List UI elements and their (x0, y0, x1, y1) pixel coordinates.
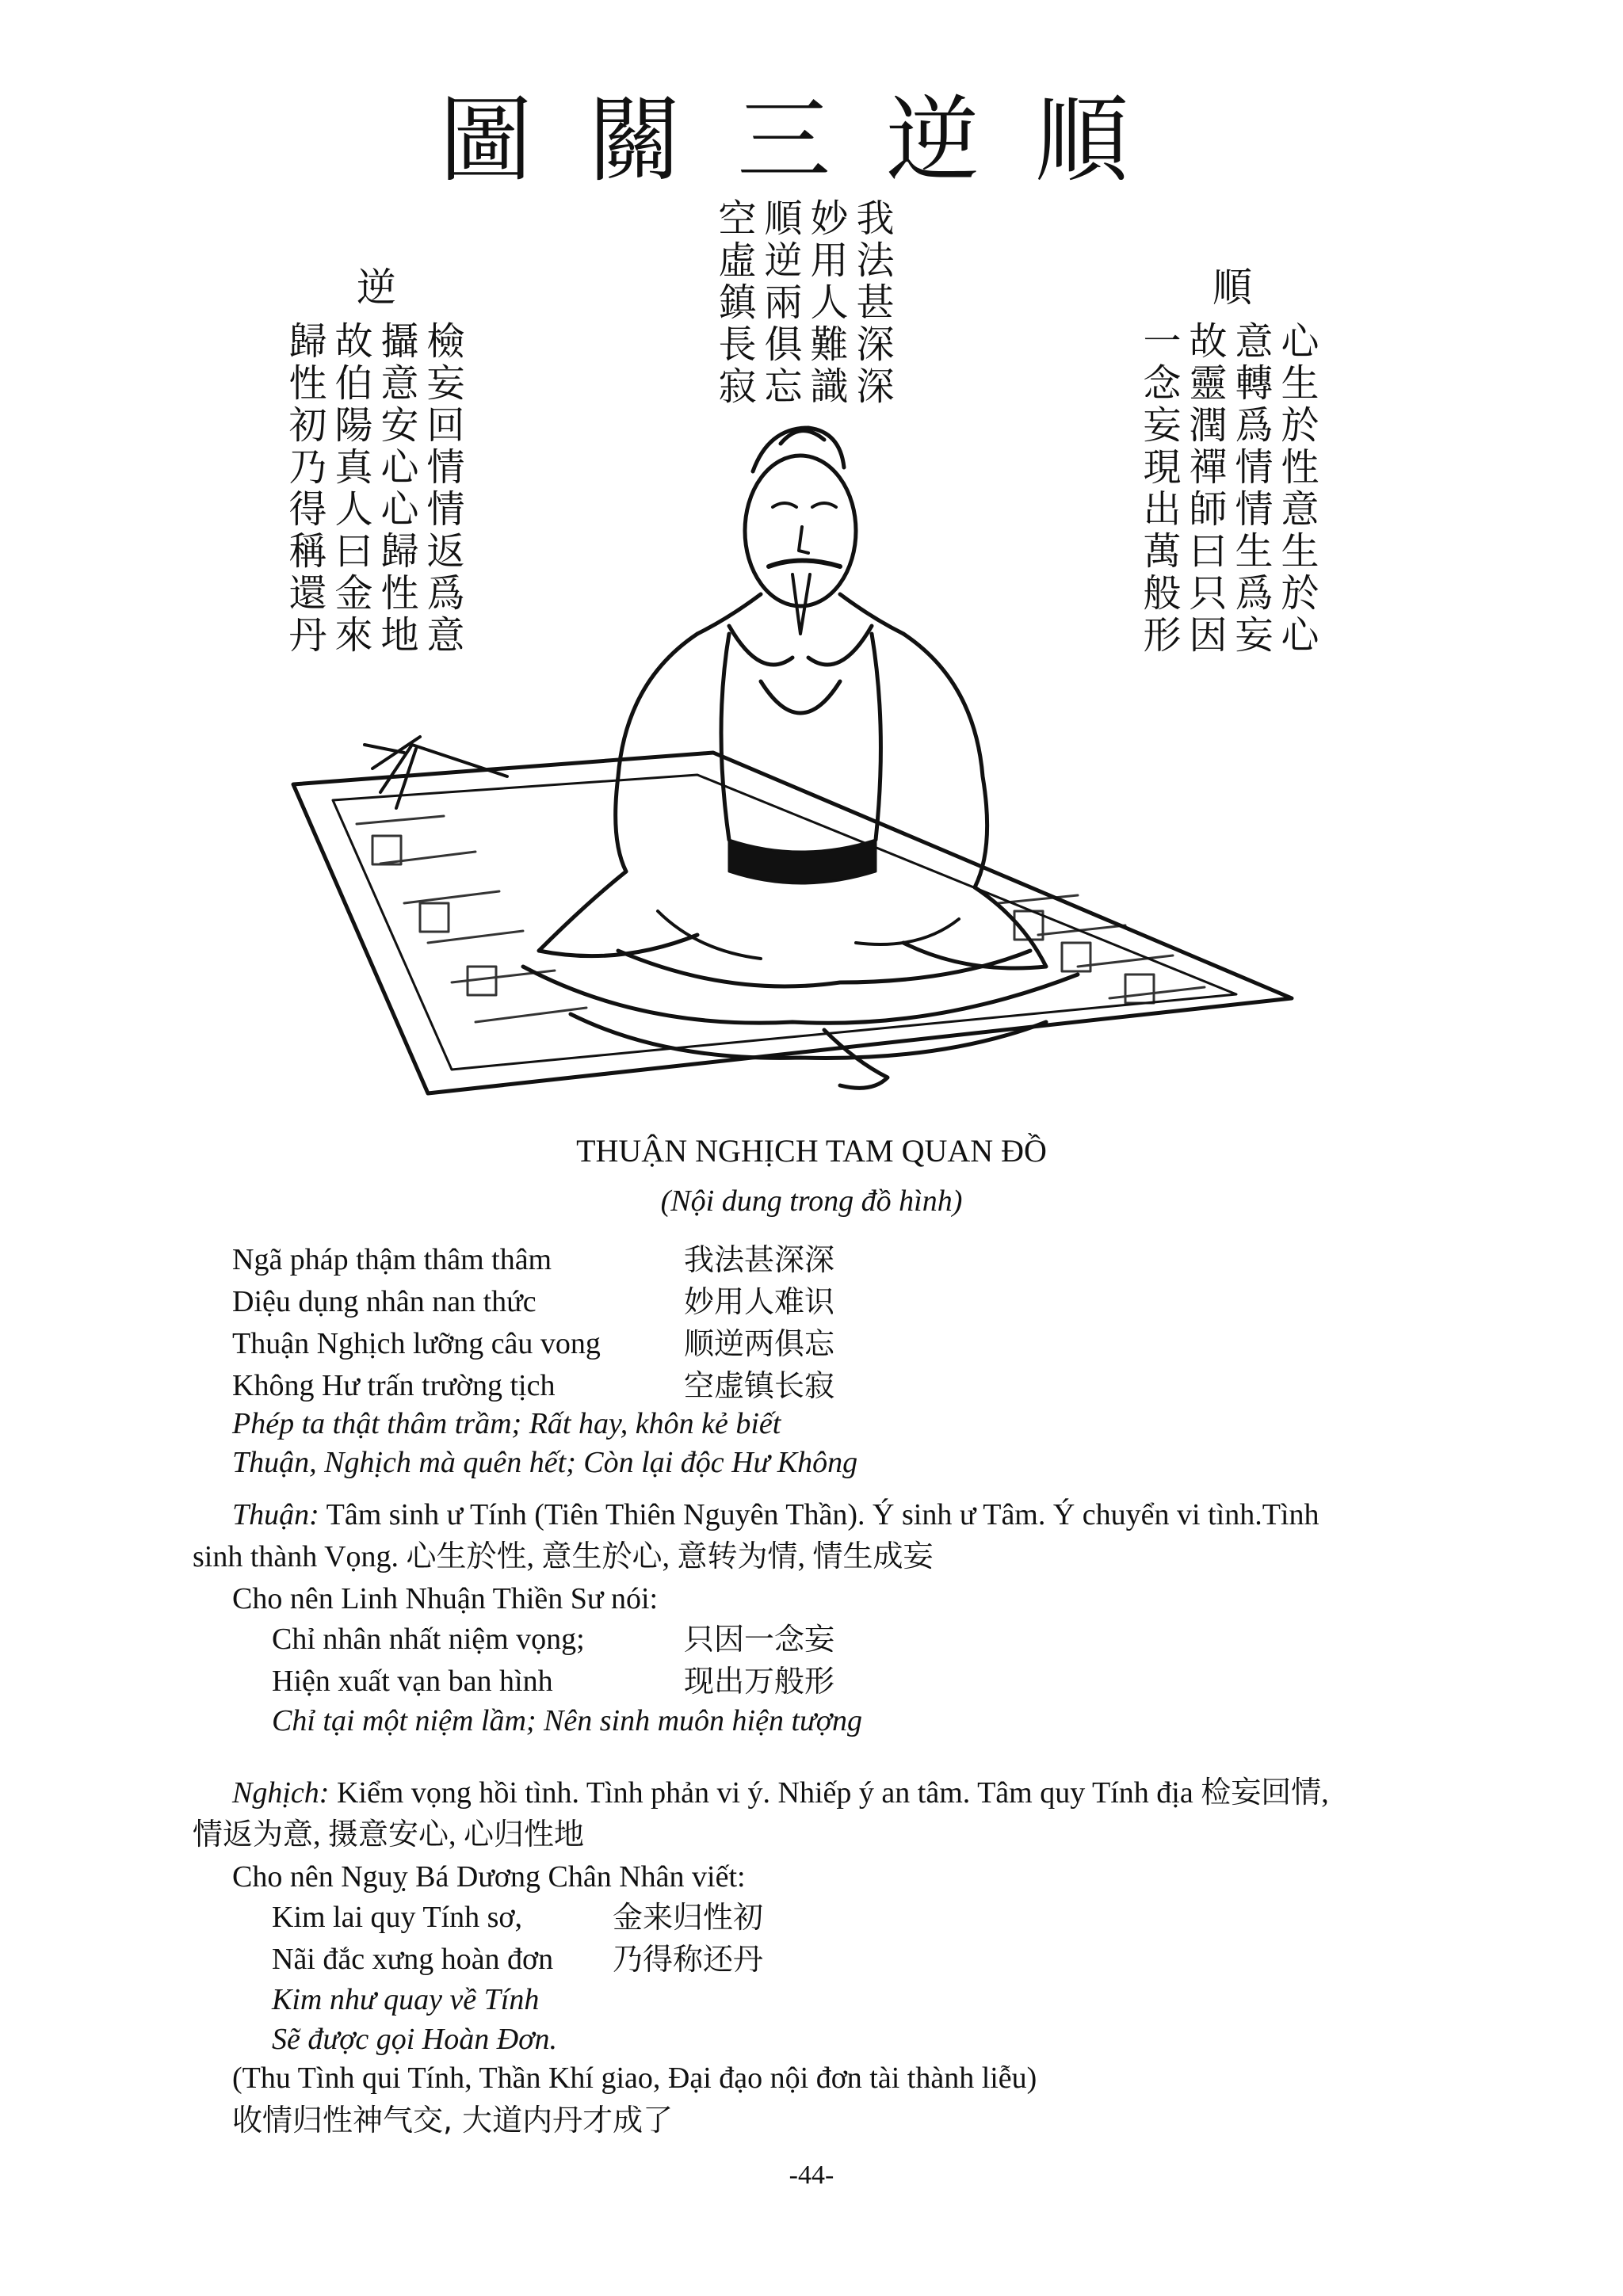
nghich-translation-1: Kim như quay về Tính (272, 1983, 540, 2016)
thuan-paragraph-line-1 (232, 1500, 1319, 1530)
nghich-verse-2-viet: Nãi đắc xưng hoàn đơn (272, 1943, 554, 1976)
verse1-line-3-viet: Thuận Nghịch lưỡng câu vong (232, 1327, 601, 1360)
verse1-line-1-viet: Ngã pháp thậm thâm thâm (232, 1243, 552, 1276)
nghich-paragraph-line-2: 情返为意, 摄意安心, 心归性地 (193, 1818, 585, 1852)
caption-subtitle: (Nội dung trong đồ hình) (660, 1184, 963, 1218)
meditating-sage-illustration (285, 396, 1300, 1125)
thuan-text-1: Tâm sinh ư Tính (Tiên Thiên Nguyên Thần). Ý sinh ư Tâm. Ý chuyển vi tình.Tình (319, 1498, 1319, 1531)
nghich-closing-han: 收情归性神气交, 大道内丹才成了 (232, 2103, 674, 2138)
verse1-line-4-han: 空虚镇长寂 (684, 1368, 835, 1403)
center-poem-col-3: 順逆兩俱忘 (758, 198, 802, 408)
right-col-2: 意轉爲情情生爲妄 (1228, 321, 1273, 657)
right-heading: 順 (1212, 265, 1252, 311)
caption-title: THUẬN NGHỊCH TAM QUAN ĐỒ (576, 1133, 1047, 1169)
verse1-line-4-viet: Không Hư trấn trường tịch (232, 1369, 556, 1402)
nghich-verse-1-han: 金来归性初 (613, 1900, 764, 1935)
verse1-line-3-han: 顺逆两俱忘 (684, 1326, 835, 1361)
thuan-label: Thuận: (232, 1498, 319, 1531)
left-col-2: 攝意安心心歸性地 (374, 321, 418, 657)
center-poem-col-2: 妙用人難識 (804, 198, 848, 408)
left-heading: 逆 (357, 265, 396, 311)
nghich-closing: (Thu Tình qui Tính, Thần Khí giao, Đại đạo nội đơn tài thành liễu) (232, 2061, 1037, 2095)
page-title: 圖關三逆順 (438, 86, 1184, 195)
left-col-3: 故伯陽真人曰金來 (328, 321, 372, 657)
thuan-verse-1-han: 只因一念妄 (684, 1622, 835, 1657)
verse1-translation-2: Thuận, Nghịch mà quên hết; Còn lại độc Hư Không (232, 1446, 858, 1479)
left-col-4: 歸性初乃得稱還丹 (282, 321, 327, 657)
nghich-intro: Cho nên Nguỵ Bá Dương Chân Nhân viết: (232, 1860, 746, 1894)
verse1-line-2-viet: Diệu dụng nhân nan thức (232, 1285, 537, 1318)
verse1-line-2-han: 妙用人难识 (684, 1284, 835, 1319)
thuan-verse-1-viet: Chỉ nhân nhất niệm vọng; (272, 1623, 585, 1656)
center-poem-col-1: 我法甚深深 (850, 198, 894, 408)
nghich-text-1: Kiểm vọng hồi tình. Tình phản vi ý. Nhiếp ý an tâm. Tâm quy Tính địa 检妄回情, (329, 1776, 1329, 1810)
nghich-paragraph-line-1 (232, 1778, 1329, 1808)
nghich-translation-2: Sẽ được gọi Hoàn Đơn. (272, 2023, 557, 2056)
verse1-translation-1: Phép ta thật thâm trầm; Rất hay, khôn kẻ biết (232, 1407, 781, 1440)
right-col-4: 一念妄現出萬般形 (1136, 321, 1181, 657)
nghich-label: Nghịch: (232, 1776, 330, 1810)
page-number: -44- (789, 2161, 834, 2190)
thuan-translation: Chỉ tại một niệm lầm; Nên sinh muôn hiện tượng (272, 1704, 863, 1737)
left-col-1: 檢妄回情情返爲意 (420, 321, 464, 657)
thuan-paragraph-line-2: sinh thành Vọng. 心生於性, 意生於心, 意转为情, 情生成妄 (193, 1540, 934, 1573)
nghich-verse-2-han: 乃得称还丹 (613, 1942, 764, 1977)
thuan-verse-2-han: 现出万般形 (684, 1664, 835, 1699)
center-poem-col-4: 空虛鎮長寂 (712, 198, 756, 408)
thuan-intro: Cho nên Linh Nhuận Thiền Sư nói: (232, 1582, 659, 1615)
nghich-verse-1-viet: Kim lai quy Tính sơ, (272, 1901, 523, 1934)
verse1-line-1-han: 我法甚深深 (684, 1242, 835, 1277)
mat-outline (293, 753, 1292, 1093)
right-col-3: 故靈潤禪師曰只因 (1182, 321, 1227, 657)
right-col-1: 心生於性意生於心 (1274, 321, 1319, 657)
thuan-verse-2-viet: Hiện xuất vạn ban hình (272, 1665, 553, 1698)
